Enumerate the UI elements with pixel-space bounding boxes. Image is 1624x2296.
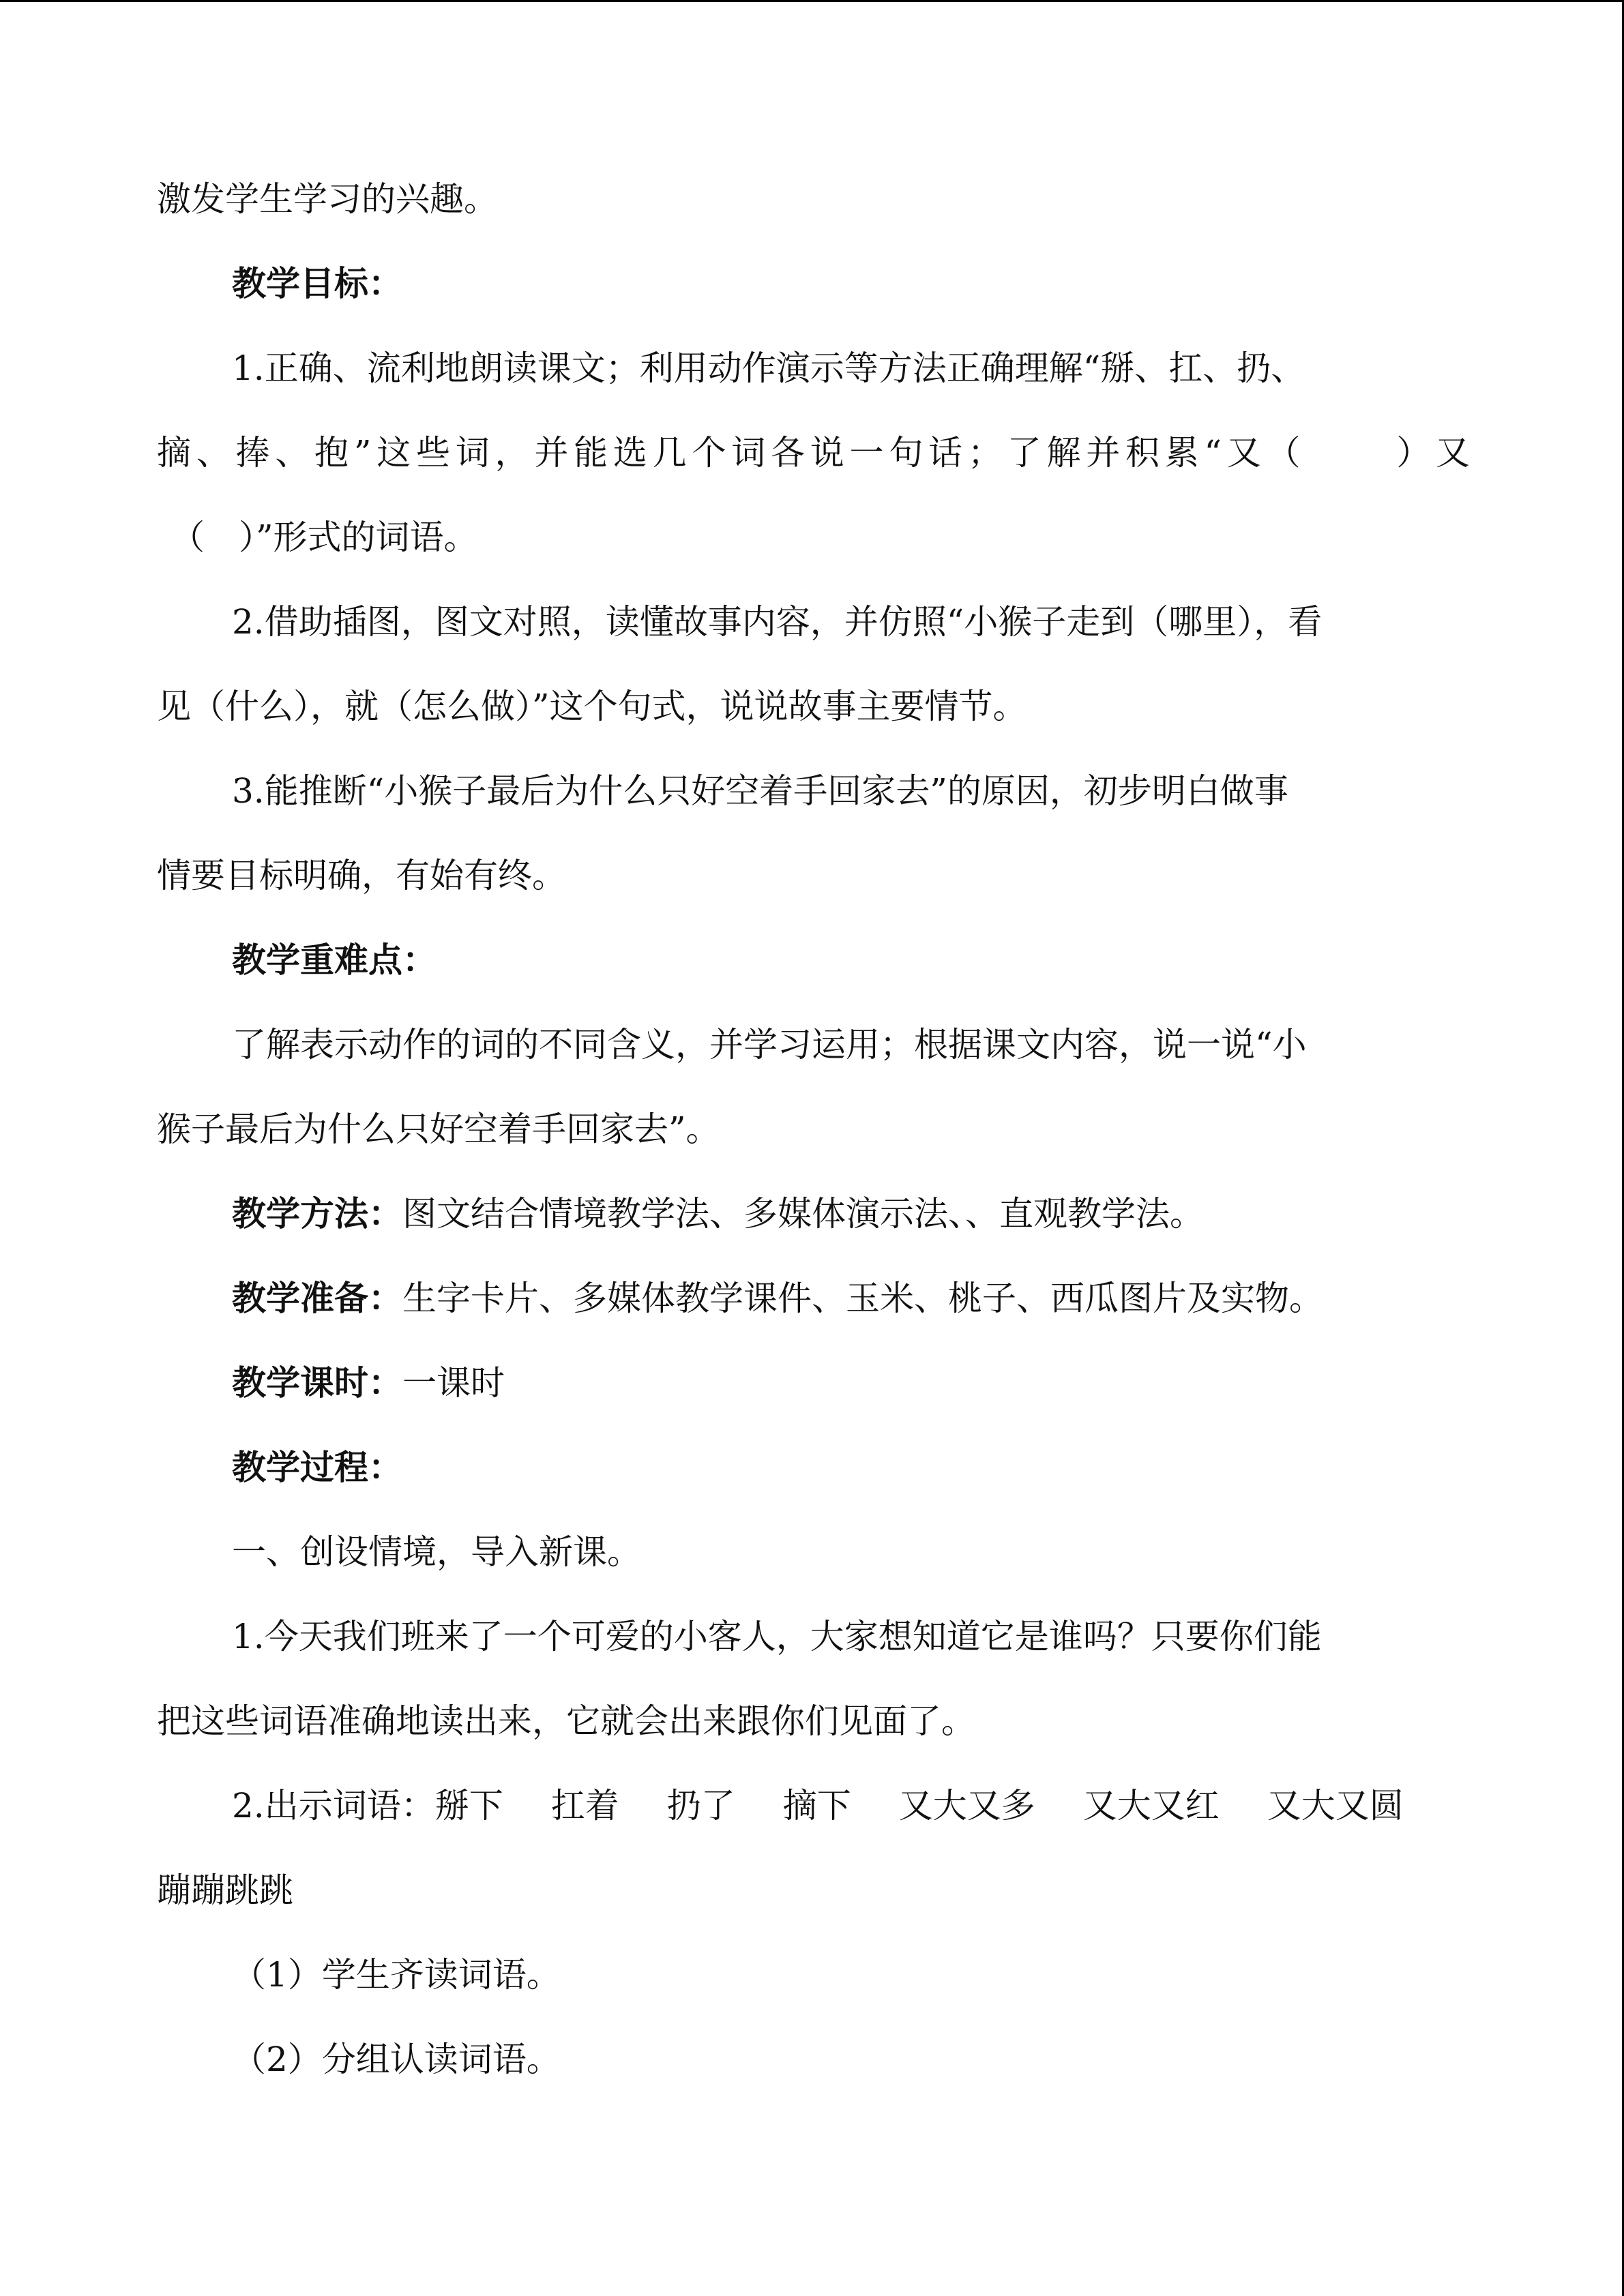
step-1-line-2: 把这些词语准确地读出来，它就会出来跟你们见面了。 [157, 1701, 975, 1741]
key-points-line-2: 猴子最后为什么只好空着手回家去”。 [157, 1109, 720, 1149]
objective-1-line-2-a: 摘、捧、抱”这些词，并能选几个词各说一句话；了解并积累“又（ [157, 433, 1306, 473]
word-item: 又大又圆 [1267, 1786, 1404, 1825]
objective-1-line-3: （ ）”形式的词语。 [171, 518, 478, 557]
step-1-line-1: 1.今天我们班来了一个可爱的小客人，大家想知道它是谁吗？只要你们能 [232, 1617, 1322, 1656]
objectives-heading: 教学目标： [232, 263, 402, 303]
section-1-title: 一、创设情境，导入新课。 [232, 1532, 641, 1572]
step-2-prefix: 2.出示词语： [232, 1786, 435, 1825]
sub-step-2: （2）分组认读词语。 [232, 2040, 561, 2079]
sub-step-1: （1）学生齐读词语。 [232, 1955, 561, 1995]
methods-text: 图文结合情境教学法、多媒体演示法、、直观教学法。 [402, 1194, 1204, 1234]
word-item: 扔了 [666, 1786, 735, 1825]
methods-line [232, 1193, 1204, 1234]
preparation-line [232, 1278, 1323, 1319]
word-item: 摘下 [782, 1786, 851, 1825]
periods-line [232, 1362, 505, 1403]
objective-1-line-2 [157, 432, 1470, 473]
objective-1-line-1: 1.正确、流利地朗读课文；利用动作演示等方法正确理解“掰、扛、扔、 [232, 348, 1305, 388]
objective-2-line-2: 见（什么），就（怎么做）”这个句式，说说故事主要情节。 [157, 687, 1027, 726]
objective-3-line-1: 3.能推断“小猴子最后为什么只好空着手回家去”的原因，初步明白做事 [232, 771, 1288, 811]
objective-1-line-2-b: ）又 [1391, 433, 1471, 473]
intro-tail: 激发学生学习的兴趣。 [157, 179, 498, 219]
word-item: 又大又多 [898, 1786, 1035, 1825]
word-item: 掰下 [434, 1786, 503, 1825]
step-2-line-1 [232, 1785, 1404, 1826]
process-heading: 教学过程： [232, 1447, 402, 1487]
preparation-text: 生字卡片、多媒体教学课件、玉米、桃子、西瓜图片及实物。 [402, 1279, 1323, 1318]
word-item: 扛着 [550, 1786, 619, 1825]
preparation-label: 教学准备： [232, 1278, 402, 1318]
methods-label: 教学方法： [232, 1193, 402, 1234]
periods-text: 一课时 [402, 1363, 505, 1403]
step-2-line-2: 蹦蹦跳跳 [157, 1870, 293, 1910]
key-points-heading: 教学重难点： [232, 940, 437, 980]
objective-3-line-2: 情要目标明确，有始有终。 [157, 856, 566, 895]
key-points-line-1: 了解表示动作的词的不同含义，并学习运用；根据课文内容，说一说“小 [232, 1025, 1307, 1064]
periods-label: 教学课时： [232, 1362, 402, 1403]
objective-2-line-1: 2.借助插图，图文对照，读懂故事内容，并仿照“小猴子走到（哪里），看 [232, 602, 1323, 642]
word-item: 又大又红 [1082, 1786, 1220, 1825]
